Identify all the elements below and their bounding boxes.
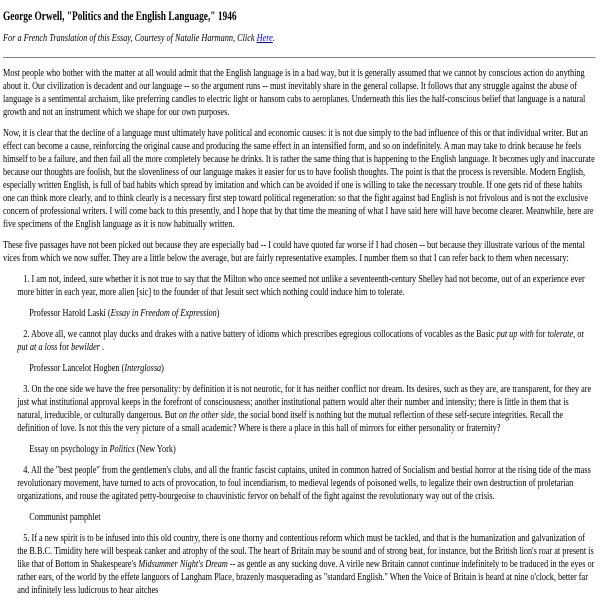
specimen-quote xyxy=(17,532,595,597)
specimen-attribution xyxy=(29,362,595,375)
text-run: Communist pamphlet xyxy=(29,511,101,523)
text-run: . xyxy=(99,341,105,353)
translation-note xyxy=(3,32,596,45)
text-run: , or xyxy=(573,328,585,340)
text-run: for xyxy=(57,341,72,353)
italic-text-run: Interglossa xyxy=(124,362,162,374)
specimen-attribution xyxy=(29,307,595,320)
text-run: , the social bond itself is nothing but the mutual reflection of these self-secure integrities. Recall the definition of love. Is not this the very picture of a small academic? Where is there a place in this hall of mirrors for either personality or fraternity? xyxy=(17,409,563,434)
italic-text-run: on the other side xyxy=(178,409,234,421)
text-run: 3. On the one side we have the free personality: by definition it is not neurotic, for it has neither conflict nor dream. Its desires, such as they are, are transparent, for they are just what institutional approval keeps in the forefront of consciousness; another institutional pattern would alter their number and intensity; there is little in them that is natural, irreducible, or culturally dangerous. But xyxy=(17,383,592,421)
italic-text-run: put at a loss xyxy=(17,341,58,353)
italic-text-run: Essay in Freedom of Expression xyxy=(110,307,217,319)
paragraph: Most people who bother with the matter at all would admit that the English language is in a bad way, but it is generally assumed that we cannot by conscious action do anything about it. Our civilization is decadent and our language -- so the argument runs -- must inevitably share in the general collapse. It follows that any struggle against the abuse of language is a sentimental archaism, like preferring candles to electric light or hansom cabs to aeroplanes. Underneath this lies the half-conscious belief that language is a natural growth and not an instrument which we shape for our own purposes. xyxy=(3,67,586,118)
page-title: George Orwell, "Politics and the English Language," 1946 xyxy=(3,9,237,23)
text-run: -- as gentle as any sucking dove. A virile new Britain cannot continue indefinitely to be traduced in the eyes or rather ears, of the world by the effete languors of Langham Place, brazenly masquerading as "standard English." When the Voice of Britain is heard at nine o'clock, better far and infinitely less ludicrous to hear aitches xyxy=(17,558,595,596)
text-run: 2. Above all, we cannot play ducks and drakes with a native battery of idioms which prescribes egregious collocations of vocables as the Basic xyxy=(23,328,497,340)
specimen-quote xyxy=(17,383,595,435)
italic-text-run: put up with xyxy=(496,328,534,340)
text-run: ) xyxy=(161,362,164,374)
specimen-quote xyxy=(17,464,595,503)
paragraph: These five passages have not been picked out because they are especially bad -- I could have quoted far worse if I had chosen -- but because they illustrate various of the mental vices from which we now suffer. They are a little below the average, but are fairly representative examples. I number them so that I can refer back to them when necessary: xyxy=(3,239,585,264)
text-run: (New York) xyxy=(134,443,176,455)
specimen-quote xyxy=(17,273,595,299)
text-run: Professor Harold Laski ( xyxy=(29,307,111,319)
paragraph: Now, it is clear that the decline of a language must ultimately have political and economic causes: it is not due simply to the bad influence of this or that individual writer. But an effect can become a cause, reinforcing the original cause and producing the same effect in an intensified form, and so on indefinitely. A man may take to drink because he feels himself to be a failure, and then fail all the more completely because he drinks. It is rather the same thing that is happening to the English language. It becomes ugly and inaccurate because our thoughts are foolish, but the slovenliness of our language makes it easier for us to have foolish thoughts. The point is that the process is reversible. Modern English, especially written English, is full of bad habits which spread by imitation and which can be avoided if one is willing to take the necessary trouble. If one gets rid of these habits one can think more clearly, and to think clearly is a necessary first step toward political regeneration: so that the fight against bad English is not frivolous and is not the exclusive concern of professional writers. I will come back to this presently, and I hope that by that time the meaning of what I have said here will have become clearer. Meanwhile, here are five specimens of the English language as it is now habitually written. xyxy=(3,127,595,230)
horizontal-rule xyxy=(3,57,596,58)
specimen-quote xyxy=(17,328,595,354)
text-run: ) xyxy=(216,307,220,319)
italic-text-run: Politics xyxy=(109,443,135,455)
text-run: Professor Lancelot Hogben ( xyxy=(29,362,125,374)
text-run: 1. I am not, indeed, sure whether it is not true to say that the Milton who once seemed not unlike a seventeenth-century Shelley had not become, out of an experience ever more bitter in each year, more alien [sic] to the founder of that Jesuit sect which nothing could induce him to tolerate. xyxy=(17,273,585,298)
translation-note-suffix: . xyxy=(272,32,275,44)
translation-note-text: For a French Translation of this Essay, Courtesy of Natalie Harmann, Click xyxy=(3,32,257,44)
french-translation-link[interactable]: Here xyxy=(256,32,273,44)
text-run: Essay on psychology in xyxy=(29,443,110,455)
text-run: 5. If a new spirit is to be infused into this old country, there is one thorny and contentious reform which must be tackled, and that is the humanization and galvanization of the B.B.C. Timidity here will bespeak canker and atrophy of the soul. The heart of Britain may be sound and of strong beat, for instance, but the British lion's roar at present is like that of Bottom in Shakespeare's xyxy=(17,532,594,570)
text-run: 4. All the "best people" from the gentlemen's clubs, and all the frantic fascist captains, united in common hatred of Socialism and bestial horror at the rising tide of the mass revolutionary movement, have turned to acts of provocation, to foul incendiarism, to medieval legends of poisoned wells, to legalize their own destruction of proletarian organizations, and rouse the agitated petty-bourgeoise to chauvinistic fervor on behalf of the fight against the revolutionary way out of the crisis. xyxy=(17,464,591,502)
italic-text-run: tolerate xyxy=(547,328,574,340)
essay-content xyxy=(3,67,596,597)
specimen-attribution xyxy=(29,443,595,456)
specimen-attribution xyxy=(29,511,595,524)
text-run: for xyxy=(533,328,548,340)
italic-text-run: Midsummer Night's Dream xyxy=(138,558,228,570)
italic-text-run: bewilder xyxy=(71,341,100,353)
